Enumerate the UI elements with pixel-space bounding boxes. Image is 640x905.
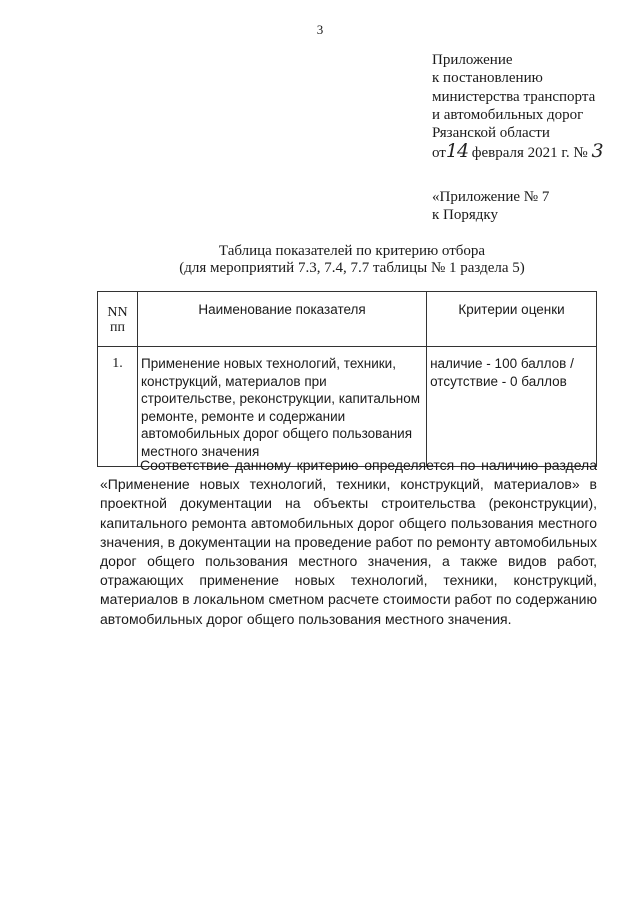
cell-criteria — [427, 347, 597, 467]
header-criteria: Критерии оценки — [427, 292, 597, 347]
date-rest: февраля 2021 г. № — [468, 145, 592, 162]
date-prefix: от — [432, 145, 446, 162]
header-number — [98, 292, 138, 347]
appendix-reference — [432, 188, 549, 225]
appendix-line: и автомобильных дорог — [432, 106, 584, 123]
cell-name: Применение новых технологий, техники, конструкций, материалов при строительстве, реконструкции, капитальном ремонте, ремонте и содержании автомобильных дорог общего пользования местного значения — [137, 347, 426, 467]
cell-number: 1. — [98, 347, 138, 467]
reference-line: к Порядку — [432, 207, 498, 224]
appendix-header — [432, 51, 603, 163]
reference-line: «Приложение № 7 — [432, 189, 550, 205]
body-paragraph: Соответствие данному критерию определяется по наличию раздела «Применение новых технологий, техники, конструкций, материалов» в проектной документации на объекты строительства (реконструкции), капитального ремонта автомобильных дорог общего пользования местного значения, в документации на проведение работ по ремонту автомобильных дорог общего пользования местного значения, а также видов работ, отражающих применение новых технологий, техники, конструкций, материалов в локальном сметном расчете стоимости работ по содержанию автомобильных дорог общего пользования местного значения. — [100, 457, 597, 627]
appendix-line: к постановлению — [432, 70, 543, 87]
page-number: 3 — [316, 22, 324, 37]
criteria-table — [97, 291, 597, 467]
header-name: Наименование показателя — [137, 292, 426, 347]
criteria-line2: отсутствие - 0 баллов — [430, 373, 567, 389]
table-title-line: Таблица показателей по критерию отбора — [218, 243, 486, 259]
table-header-row — [98, 292, 597, 347]
table-title-line: (для мероприятий 7.3, 7.4, 7.7 таблицы № 1 раздела 5) — [179, 260, 525, 276]
handwritten-number: 3 — [591, 140, 603, 163]
appendix-line: Приложение — [432, 52, 513, 68]
appendix-line: министерства транспорта — [432, 88, 596, 105]
header-number-line2: пп — [110, 320, 125, 335]
handwritten-day: 14 — [445, 140, 469, 163]
header-number-line1: NN — [107, 305, 128, 320]
table-row — [98, 347, 597, 467]
table-title — [0, 243, 640, 277]
appendix-line: Рязанской области — [432, 125, 550, 142]
criteria-line1: наличие - 100 баллов / — [430, 356, 574, 371]
appendix-date-line — [432, 142, 603, 162]
